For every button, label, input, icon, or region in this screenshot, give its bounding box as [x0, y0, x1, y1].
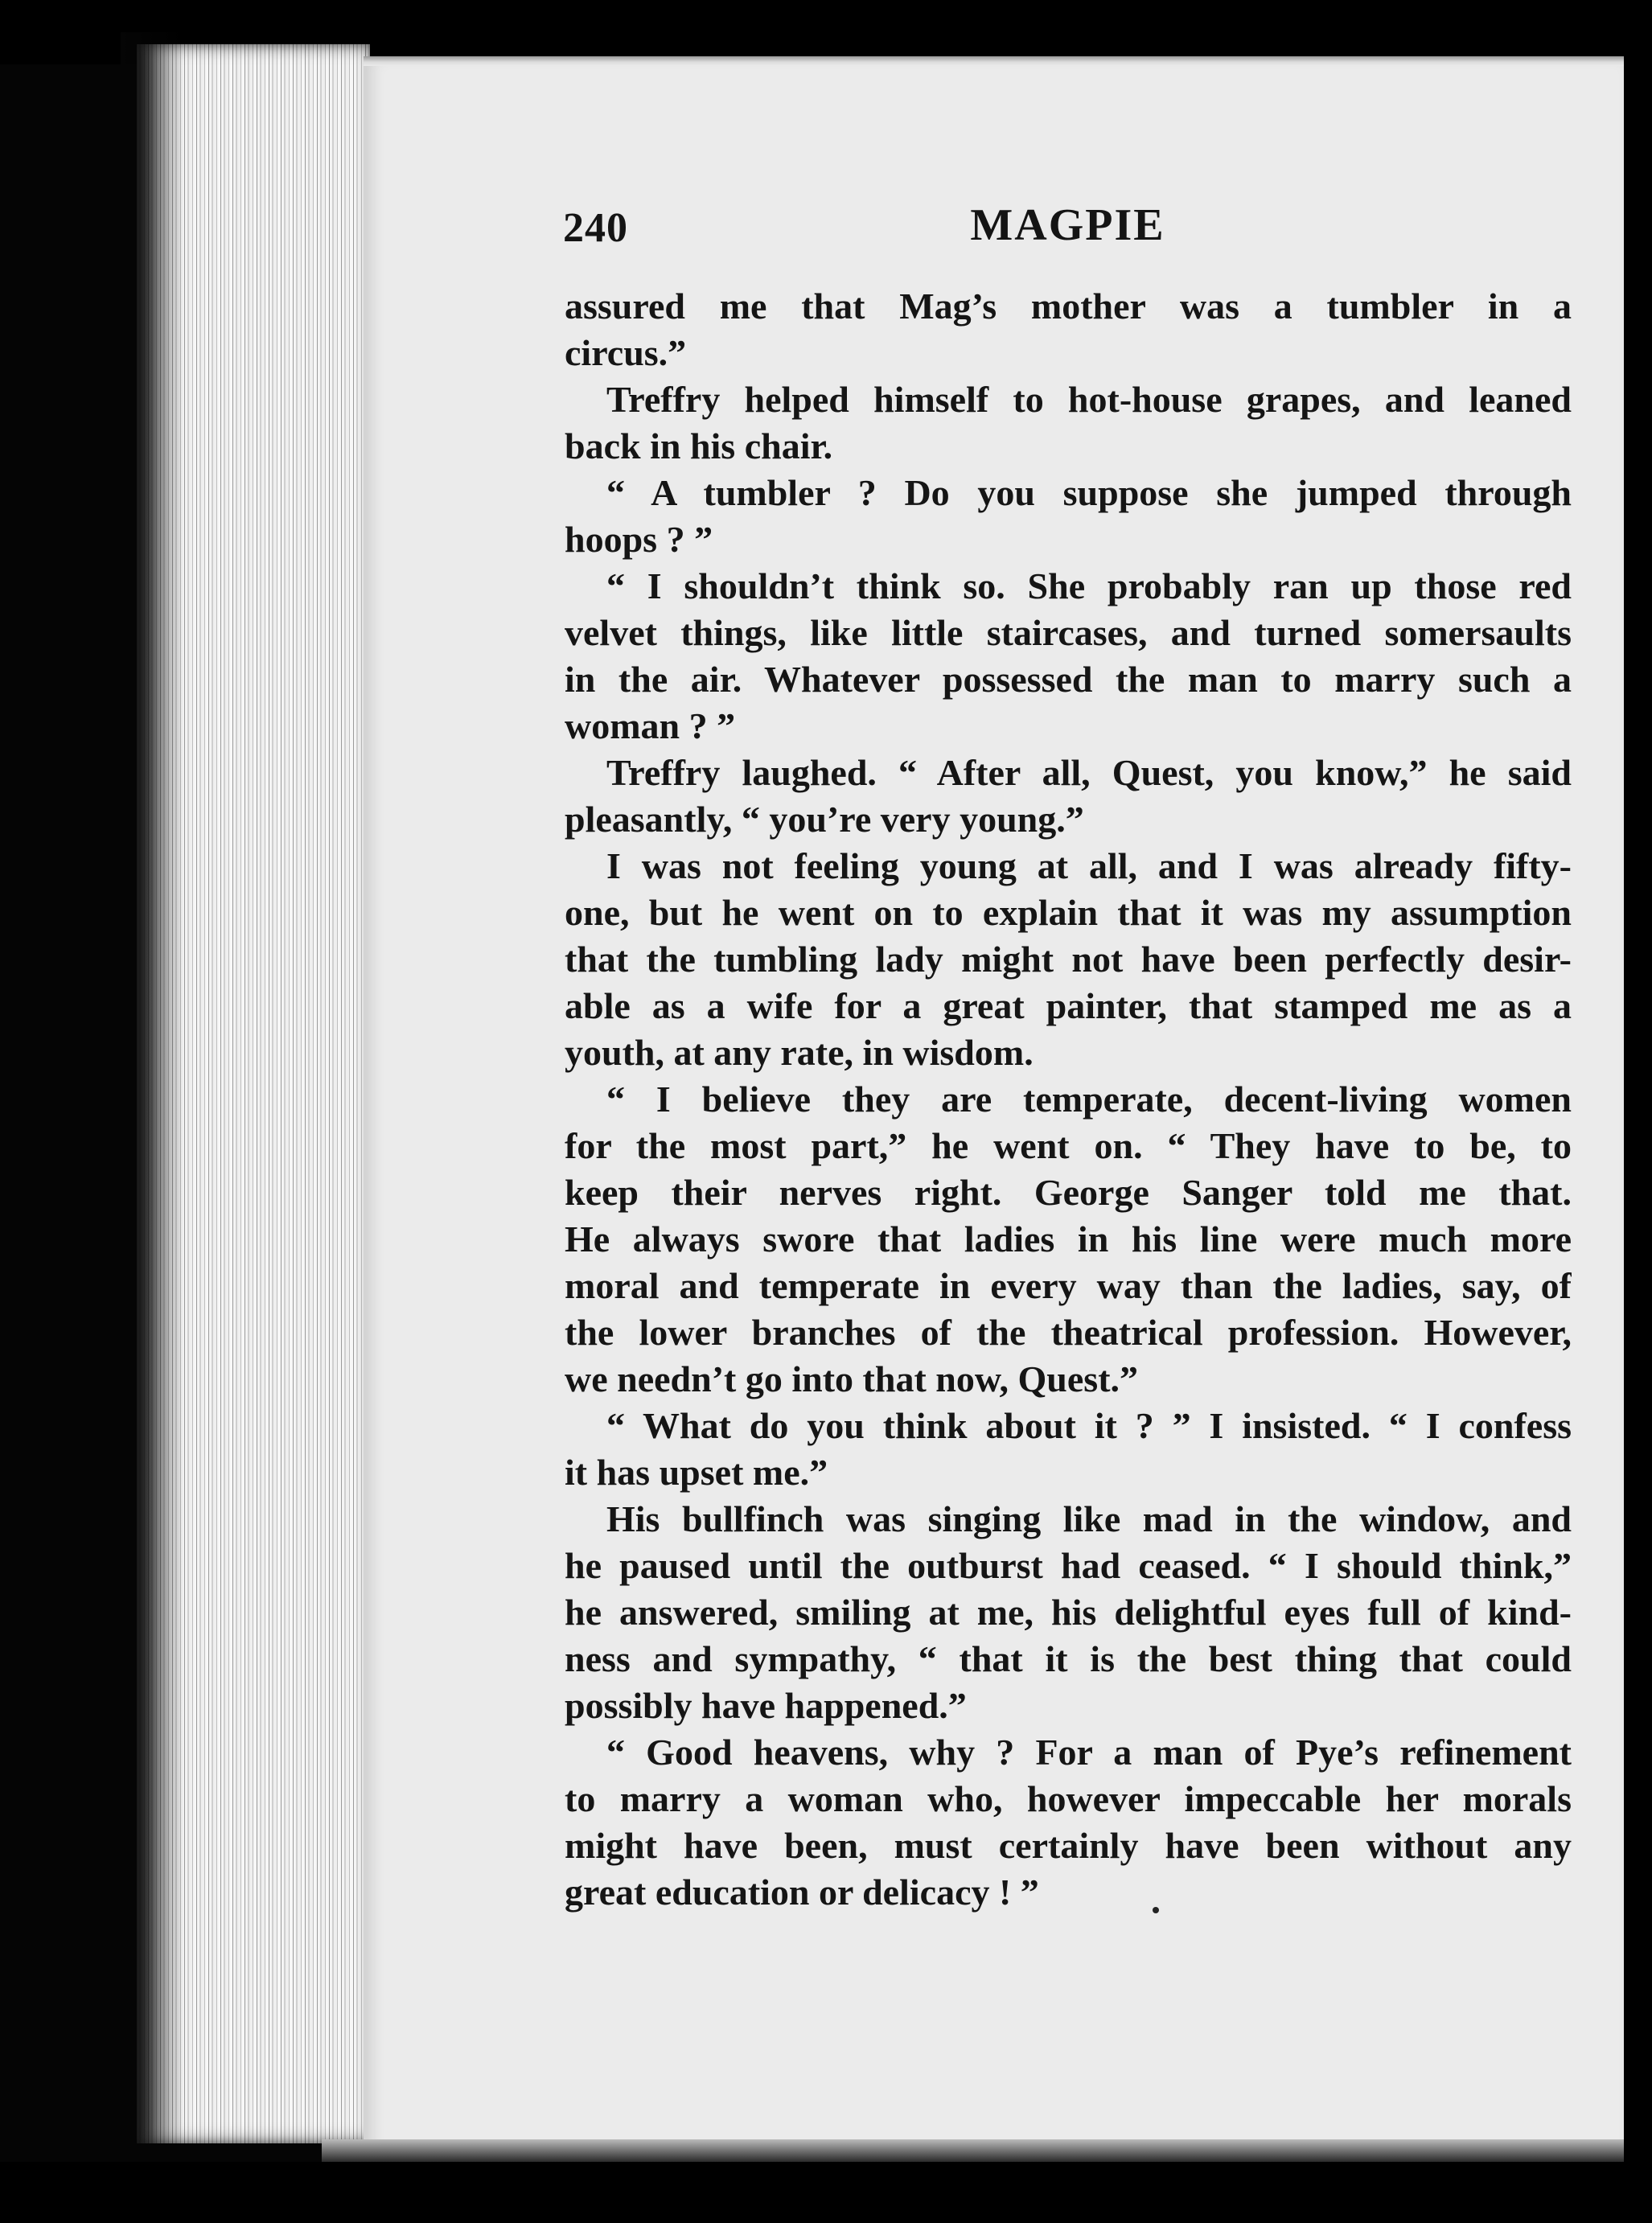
text-line: keep their nerves right. George Sanger told me that. — [565, 1172, 1572, 1213]
text-line: He always swore that ladies in his line were much more — [565, 1218, 1572, 1259]
text-line: “ A tumbler ? Do you suppose she jumped through — [606, 472, 1572, 513]
text-line: he paused until the outburst had ceased. “ I should think,” — [565, 1545, 1572, 1586]
text-line: hoops ? ” — [565, 519, 713, 560]
scan-background-right — [1624, 0, 1652, 2223]
text-line: youth, at any rate, in wisdom. — [565, 1032, 1034, 1073]
text-line: to marry a woman who, however impeccable her morals — [565, 1778, 1572, 1819]
text-line: that the tumbling lady might not have been perfectly desir- — [565, 939, 1572, 980]
running-head: MAGPIE — [970, 200, 1165, 250]
text-line: it has upset me.” — [565, 1452, 828, 1493]
text-line: great education or delicacy ! ” — [565, 1872, 1039, 1913]
text-line: I was not feeling young at all, and I was already fifty- — [606, 845, 1572, 886]
scan-background-bottom — [0, 2162, 1652, 2223]
page-number: 240 — [563, 205, 628, 251]
text-line: circus.” — [565, 332, 687, 373]
page-edges-shadow — [121, 32, 185, 2163]
text-line: pleasantly, “ you’re very young.” — [565, 799, 1084, 840]
text-line: Treffry laughed. “ After all, Quest, you know,” he said — [606, 752, 1572, 793]
text-line: might have been, must certainly have been without any — [565, 1825, 1572, 1866]
body-text — [565, 283, 1572, 1916]
text-line: back in his chair. — [565, 425, 833, 466]
page-bottom-edge — [322, 2139, 1625, 2162]
text-line: he answered, smiling at me, his delightful eyes full of kind- — [565, 1592, 1572, 1633]
ink-speck — [1153, 1907, 1159, 1913]
text-line: “ I shouldn’t think so. She probably ran up those red — [606, 565, 1572, 606]
text-line: able as a wife for a great painter, that stamped me as a — [565, 985, 1572, 1026]
text-line: we needn’t go into that now, Quest.” — [565, 1358, 1139, 1399]
text-line: possibly have happened.” — [565, 1685, 967, 1726]
text-line: “ What do you think about it ? ” I insisted. “ I confess — [606, 1405, 1572, 1446]
text-line: ness and sympathy, “ that it is the best thing that could — [565, 1638, 1572, 1679]
text-line: in the air. Whatever possessed the man to marry such a — [565, 659, 1572, 700]
page-top-edge — [364, 56, 1624, 66]
text-line: Treffry helped himself to hot-house grapes, and leaned — [606, 379, 1572, 420]
text-line: woman ? ” — [565, 705, 736, 746]
text-line: velvet things, like little staircases, and turned somersaults — [565, 612, 1572, 653]
text-line: assured me that Mag’s mother was a tumbler in a — [565, 286, 1572, 327]
text-line: “ I believe they are temperate, decent-living women — [606, 1079, 1572, 1120]
text-line: moral and temperate in every way than the ladies, say, of — [565, 1265, 1572, 1306]
text-line: one, but he went on to explain that it was my assumption — [565, 892, 1572, 933]
text-line: His bullfinch was singing like mad in the window, and — [606, 1498, 1572, 1539]
text-line: “ Good heavens, why ? For a man of Pye’s refinement — [606, 1732, 1572, 1773]
page-header — [563, 193, 1572, 265]
text-line: for the most part,” he went on. “ They have to be, to — [565, 1125, 1572, 1166]
text-line: the lower branches of the theatrical profession. However, — [565, 1312, 1572, 1353]
